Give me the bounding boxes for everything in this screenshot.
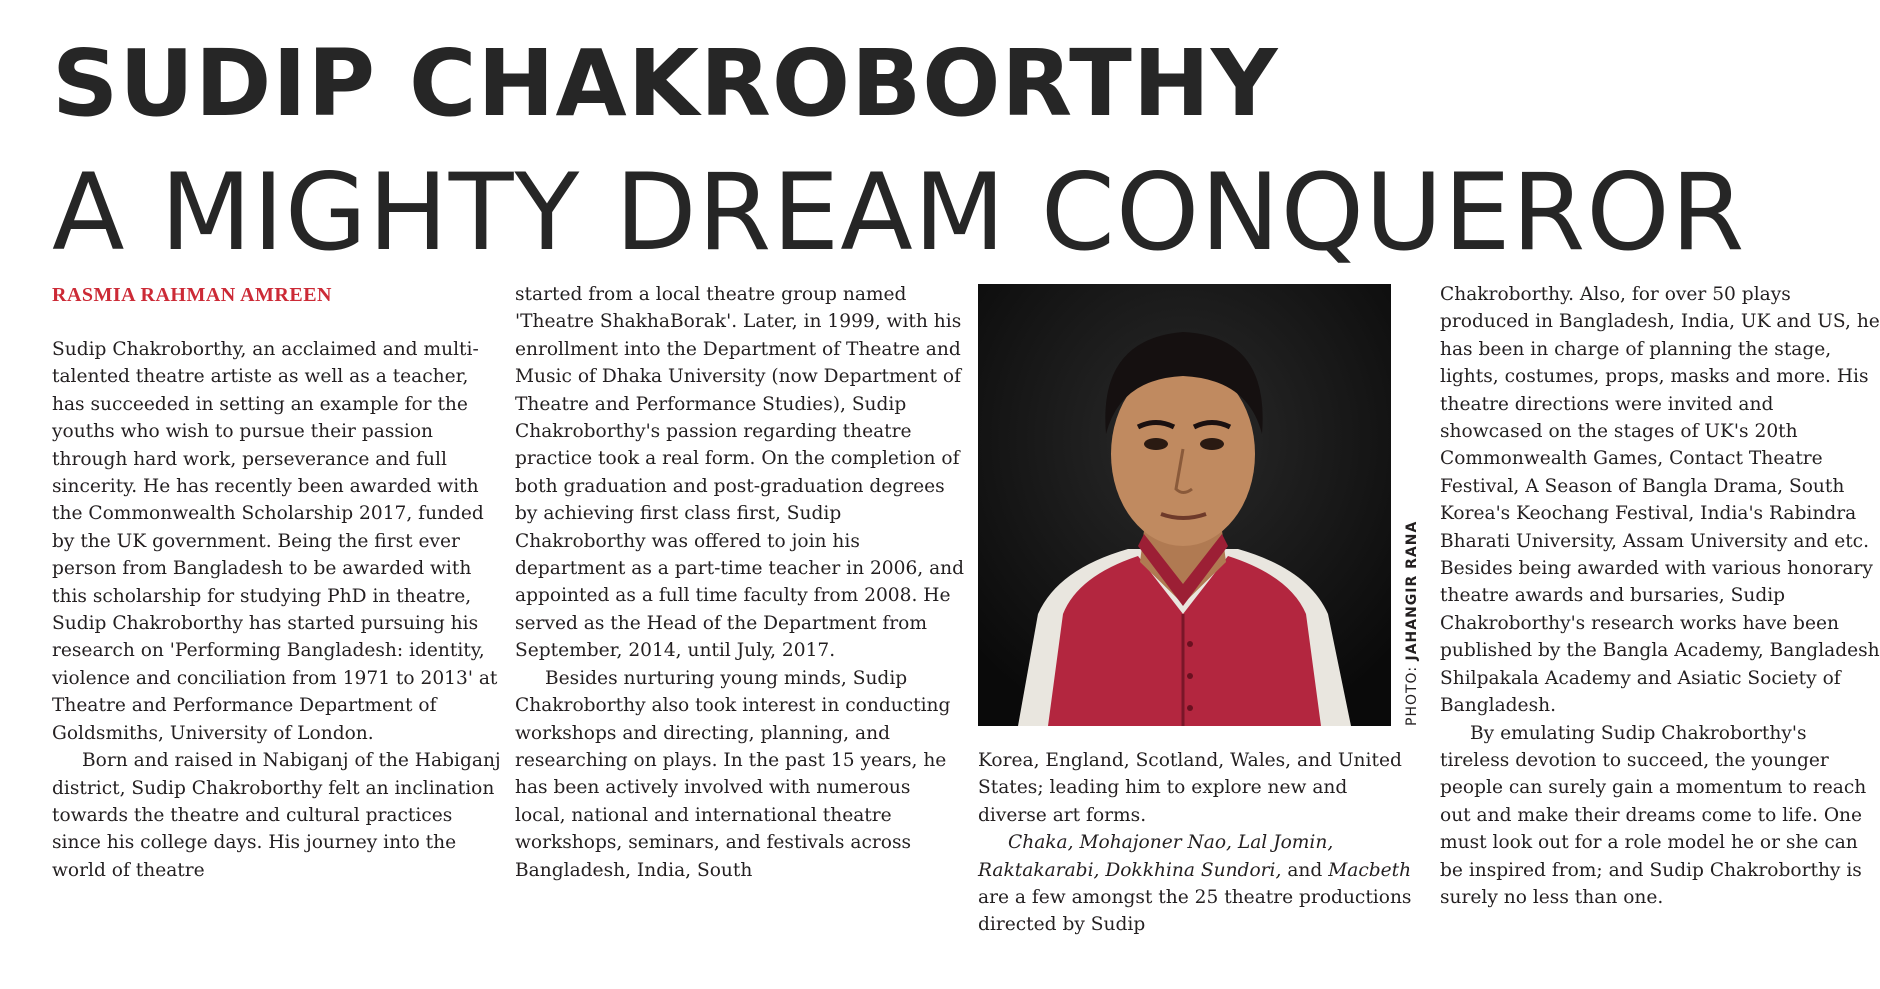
paragraph-early-life: Born and raised in Nabiganj of the Habiganj district, Sudip Chakroborthy felt an inclination towards the theatre and cultural practices since his college days. His journey into the world of theatre: [52, 750, 501, 881]
paragraph-productions: [978, 829, 1418, 939]
productions-macbeth: Macbeth: [1328, 859, 1412, 881]
article-column-3: [978, 747, 1418, 939]
photo-credit-name: JAHANGIR RANA: [1404, 520, 1420, 661]
productions-and: and: [1281, 859, 1329, 881]
paragraph-workshops: Besides nurturing young minds, Sudip Chakroborthy also took interest in conducting workshops and directing, planning, and researching on plays. In the past 15 years, he has been actively involved with numerous local, national and international theatre workshops, seminars, and festivals across Bangladesh, India, South: [515, 667, 951, 881]
paragraph-conclusion: By emulating Sudip Chakroborthy's tireless devotion to succeed, the younger people can surely gain a momentum to reach out and make their dreams come to life. One must look out for a role model he or she can be inspired from; and Sudip Chakroborthy is surely no less than one.: [1440, 722, 1867, 908]
photo-credit-prefix: PHOTO:: [1404, 665, 1420, 726]
headline-subtitle: A MIGHTY DREAM CONQUEROR: [52, 151, 1746, 274]
article-column-4: [1440, 281, 1880, 911]
author-byline: RASMIA RAHMAN AMREEN: [52, 284, 332, 306]
article-column-2: [515, 281, 965, 884]
paragraph-stagecraft: Chakroborthy. Also, for over 50 plays produced in Bangladesh, India, UK and US, he has been in charge of planning the stage, lights, costumes, props, masks and more. His theatre directions were invited and showcased on the stages of UK's 20th Commonwealth Games, Contact Theatre Festival, A Season of Bangla Drama, South Korea's Keochang Festival, India's Rabindra Bharati University, Assam University and etc. Besides being awarded with various honorary theatre awards and bursaries, Sudip Chakroborthy's research works have been published by the Bangla Academy, Bangladesh Shilpakala Academy and Asiatic Society of Bangladesh.: [1440, 284, 1880, 717]
paragraph-travels: Korea, England, Scotland, Wales, and United States; leading him to explore new and diverse art forms.: [978, 750, 1402, 826]
article-column-1: [52, 336, 502, 884]
headline-title: SUDIP CHAKROBORTHY: [52, 30, 1279, 137]
paragraph-career: started from a local theatre group named 'Theatre ShakhaBorak'. Later, in 1999, with his enrollment into the Department of Theatre and Music of Dhaka University (now Department of Theatre and Performance Studies), Sudip Chakroborthy's passion regarding theatre practice took a real form. On the completion of both graduation and post-graduation degrees by achieving first class first, Sudip Chakroborthy was offered to join his department as a part-time teacher in 2006, and appointed as a full time faculty from 2008. He served as the Head of the Department from September, 2014, until July, 2017.: [515, 284, 965, 662]
portrait-illustration: [978, 284, 1391, 726]
photo-credit: [1404, 521, 1420, 726]
productions-rest: are a few amongst the 25 theatre productions directed by Sudip: [978, 887, 1412, 936]
paragraph-intro: Sudip Chakroborthy, an acclaimed and multi-talented theatre artiste as well as a teacher, has succeeded in setting an example for the youths who wish to pursue their passion through hard work, perseverance and full sincerity. He has recently been awarded with the Commonwealth Scholarship 2017, funded by the UK government. Being the first ever person from Bangladesh to be awarded with this scholarship for studying PhD in theatre, Sudip Chakroborthy has started pursuing his research on 'Performing Bangladesh: identity, violence and conciliation from 1971 to 2013' at Theatre and Performance Department of Goldsmiths, University of London.: [52, 339, 498, 744]
productions-italic: Chaka, Mohajoner Nao, Lal Jomin, Raktakarabi, Dokkhina Sundori,: [978, 832, 1334, 881]
portrait-photo: [978, 284, 1391, 726]
